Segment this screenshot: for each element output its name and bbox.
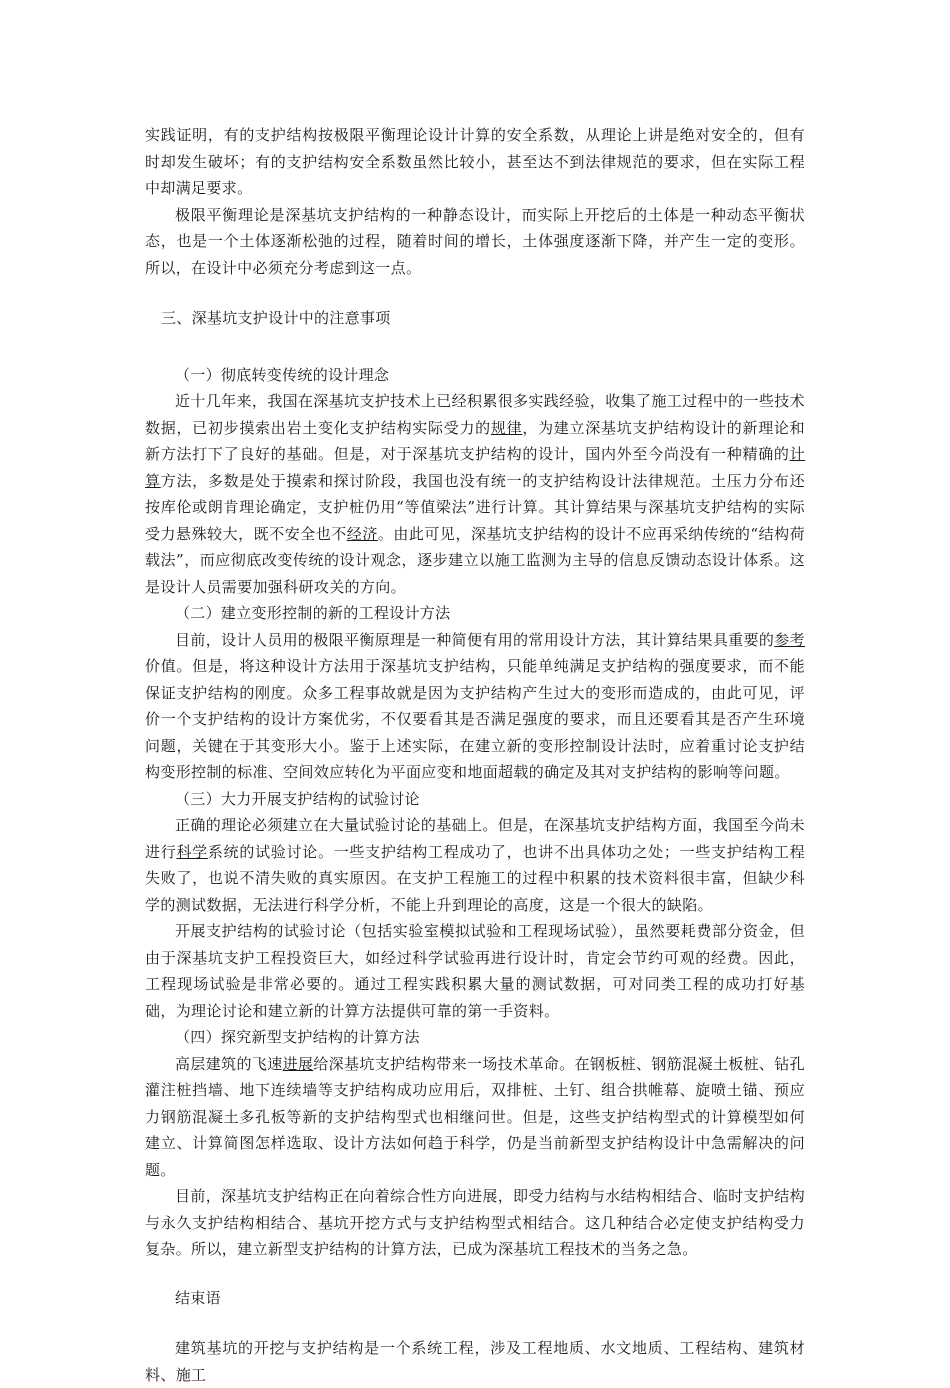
inline-link[interactable]: 计算 [145,445,805,490]
inline-link[interactable]: 规律 [490,418,523,437]
subsection-heading: （二）建立变形控制的新的工程设计方法 [175,604,451,622]
paragraph-text: 高层建筑的飞速 [175,1054,283,1073]
paragraph [145,1335,805,1388]
section-heading: 三、深基坑支护设计中的注意事项 [161,309,391,327]
paragraph [145,1183,805,1263]
paragraph-text: 建筑基坑的开挖与支护结构是一个系统工程，涉及工程地质、水文地质、工程结构、建筑材料、施工 [145,1339,805,1384]
paragraph [145,202,805,282]
paragraph-text: 价值。但是，将这种设计方法用于深基坑支护结构，只能单纯满足支护结构的强度要求，而不能保证支护结构的刚度。众多工程事故就是因为支护结构产生过大的变形而造成的，由此可见，评价一个支护结构的设计方案优劣，不仅要看其是否满足强度的要求，而且还要看其是否产生环境问题，关键在于其变形大小。鉴于上述实际，在建立新的变形控制设计法时，应着重讨论支护结构变形控制的标准、空间效应转化为平面应变和地面超载的确定及其对支护结构的影响等问题。 [145,657,805,781]
paragraph-text: 目前，设计人员用的极限平衡原理是一种简便有用的常用设计方法，其计算结果具重要的 [175,630,775,649]
document-page [145,122,805,1388]
paragraph-text: 给深基坑支护结构带来一场技术革命。在钢板桩、钢筋混凝土板桩、钻孔灌注桩挡墙、地下连续墙等支护结构成功应用后，双排桩、土钉、组合拱帷幕、旋喷土锚、预应力钢筋混凝土多孔板等新的支护结构型式也相继问世。但是，这些支护结构型式的计算模型如何建立、计算简图怎样选取、设计方法如何趋于科学，仍是当前新型支护结构设计中急需解决的问题。 [145,1054,806,1179]
paragraph [145,918,805,1024]
paragraph-text: 方法，多数是处于摸索和探讨阶段，我国也没有统一的支护结构设计法律规范。土压力分布还按库伦或朗肯理论确定，支护桩仍用“等值梁法”进行计算。其计算结果与深基坑支护结构的实际受力悬殊较大，既不安全也不 [145,471,805,543]
subsection-heading: （四）探究新型支护结构的计算方法 [175,1028,420,1046]
paragraph [145,812,805,918]
inline-link[interactable]: 进展 [282,1054,314,1073]
inline-link[interactable]: 经济 [346,524,378,543]
paragraph [145,627,805,786]
paragraph-text: 系统的试验讨论。一些支护结构工程成功了，也讲不出具体功之处；一些支护结构工程失败了，也说不清失败的真实原因。在支护工程施工的过程中积累的技术资料很丰富，但缺少科学的测试数据，无法进行科学分析，不能上升到理论的高度，这是一个很大的缺陷。 [145,842,806,914]
paragraph-text: 。由此可见，深基坑支护结构的设计不应再采纳传统的“结构荷载法”，而应彻底改变传统的设计观念，逐步建立以施工监测为主导的信息反馈动态设计体系。这是设计人员需要加强科研攻关的方向。 [145,524,805,596]
paragraph-text: 目前，深基坑支护结构正在向着综合性方向进展，即受力结构与水结构相结合、临时支护结构与永久支护结构相结合、基坑开挖方式与支护结构型式相结合。这几种结合必定使支护结构受力复杂。所以，建立新型支护结构的计算方法，已成为深基坑工程技术的当务之急。 [145,1187,805,1258]
paragraph-text: 极限平衡理论是深基坑支护结构的一种静态设计，而实际上开挖后的土体是一种动态平衡状态，也是一个土体逐渐松弛的过程，随着时间的增长，土体强度逐渐下降，并产生一定的变形。所以，在设计中必须充分考虑到这一点。 [145,205,805,277]
subsection-heading: （三）大力开展支护结构的试验讨论 [175,789,420,808]
conclusion-heading: 结束语 [175,1288,221,1307]
paragraph [145,122,805,202]
subsection-heading: （一）彻底转变传统的设计理念 [175,365,390,384]
inline-link[interactable]: 科学 [176,842,208,861]
paragraph [145,1051,805,1184]
paragraph-text: ，为建立深基坑支护结构设计的新理论和新方法打下了良好的基础。但是，对于深基坑支护结构的设计，国内外至今尚没有一种精确的 [145,418,805,463]
paragraph-text: 正确的理论必须建立在大量试验讨论的基础上。但是，在深基坑支护结构方面，我国至今尚未进行 [145,816,805,861]
paragraph-text: 实践证明，有的支护结构按极限平衡理论设计计算的安全系数，从理论上讲是绝对安全的，但有时却发生破坏；有的支护结构安全系数虽然比较小，甚至达不到法律规范的要求，但在实际工程中却满足要求。 [145,126,805,197]
paragraph [145,388,805,600]
inline-link[interactable]: 参考 [774,630,805,649]
paragraph-text: 开展支护结构的试验讨论（包括实验室模拟试验和工程现场试验），虽然要耗费部分资金，但由于深基坑支护工程投资巨大，如经过科学试验再进行设计时，肯定会节约可观的经费。因此，工程现场试验是非常必要的。通过工程实践积累大量的测试数据，可对同类工程的成功打好基础，为理论讨论和建立新的计算方法提供可靠的第一手资料。 [145,922,805,1020]
paragraph-text: 近十几年来，我国在深基坑支护技术上已经积累很多实践经验，收集了施工过程中的一些技术数据，已初步摸索出岩土变化支护结构实际受力的 [145,392,805,437]
